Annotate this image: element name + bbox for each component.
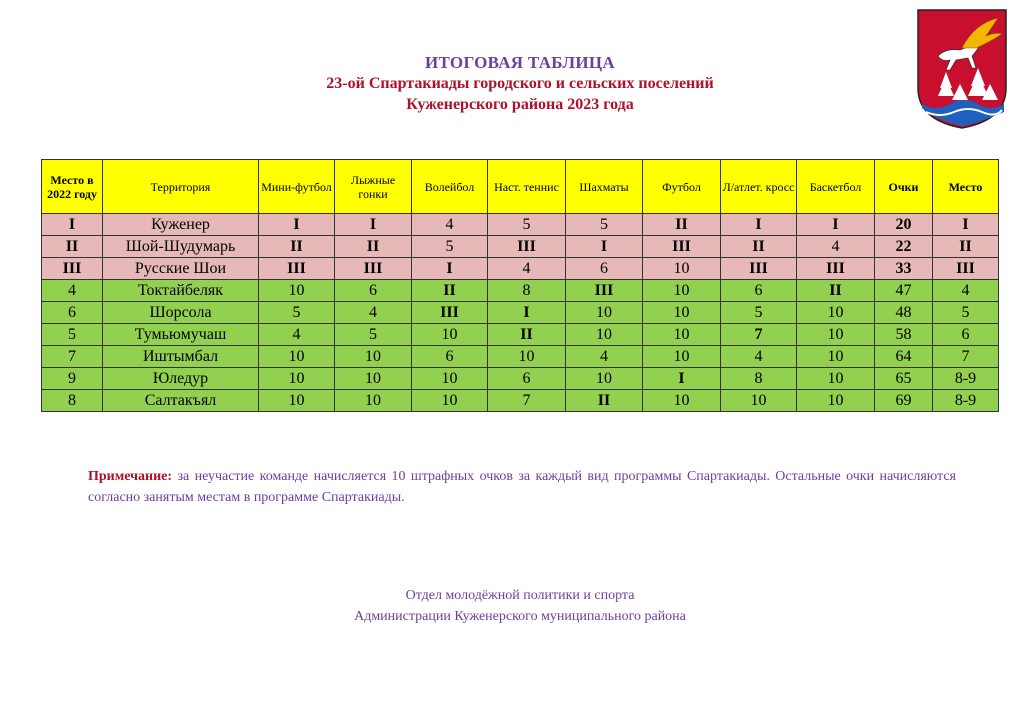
table-header-row — [42, 160, 999, 214]
cell-score: 10 — [488, 346, 566, 368]
cell-score: III — [259, 258, 335, 280]
cell-place: 8-9 — [933, 390, 999, 412]
cell-score: 6 — [566, 258, 643, 280]
cell-territory: Юледур — [103, 368, 259, 390]
cell-score: 10 — [721, 390, 797, 412]
cell-score: III — [488, 236, 566, 258]
coat-of-arms-icon — [916, 8, 1008, 130]
cell-score: 6 — [335, 280, 412, 302]
cell-score: 10 — [797, 368, 875, 390]
col-header-football: Футбол — [643, 160, 721, 214]
cell-place-2022: 6 — [42, 302, 103, 324]
table-row — [42, 324, 999, 346]
cell-score: 10 — [643, 280, 721, 302]
cell-score: 6 — [412, 346, 488, 368]
cell-place-2022: 5 — [42, 324, 103, 346]
col-header-mini-football: Мини-футбол — [259, 160, 335, 214]
col-header-place-2022: Место в 2022 году — [42, 160, 103, 214]
page-title: ИТОГОВАЯ ТАБЛИЦА — [424, 53, 616, 72]
cell-score: III — [721, 258, 797, 280]
cell-score: 7 — [721, 324, 797, 346]
table-row — [42, 280, 999, 302]
cell-score: 4 — [335, 302, 412, 324]
cell-place-2022: II — [42, 236, 103, 258]
cell-score: II — [566, 390, 643, 412]
cell-score: 10 — [259, 368, 335, 390]
cell-score: 10 — [412, 368, 488, 390]
cell-score: 10 — [412, 324, 488, 346]
col-header-athletics-cross: Л/атлет. кросс — [721, 160, 797, 214]
cell-score: 10 — [259, 346, 335, 368]
page-subtitle-2: Куженерского района 2023 года — [406, 96, 634, 113]
cell-score: 4 — [721, 346, 797, 368]
cell-score: I — [797, 214, 875, 236]
cell-score: I — [259, 214, 335, 236]
cell-score: 10 — [643, 302, 721, 324]
col-header-place: Место — [933, 160, 999, 214]
cell-place: I — [933, 214, 999, 236]
cell-score: II — [488, 324, 566, 346]
cell-place: 7 — [933, 346, 999, 368]
cell-place-2022: 8 — [42, 390, 103, 412]
cell-score: I — [566, 236, 643, 258]
cell-score: 10 — [566, 324, 643, 346]
cell-score: I — [643, 368, 721, 390]
cell-score: 10 — [643, 324, 721, 346]
cell-score: 6 — [488, 368, 566, 390]
col-header-points: Очки — [875, 160, 933, 214]
cell-points: 20 — [875, 214, 933, 236]
table-row — [42, 346, 999, 368]
cell-score: 10 — [335, 346, 412, 368]
cell-score: 10 — [797, 302, 875, 324]
cell-score: II — [721, 236, 797, 258]
note-text: за неучастие команде начисляется 10 штрафных очков за каждый вид программы Спартакиады. Остальные очки начисляются согласно занятым местам в программе Спартакиады. — [88, 469, 956, 505]
table-row — [42, 390, 999, 412]
cell-points: 69 — [875, 390, 933, 412]
cell-score: 10 — [335, 368, 412, 390]
cell-territory: Шой-Шудумарь — [103, 236, 259, 258]
cell-territory: Иштымбал — [103, 346, 259, 368]
cell-score: 10 — [643, 258, 721, 280]
cell-place: III — [933, 258, 999, 280]
cell-score: 10 — [566, 302, 643, 324]
cell-score: 4 — [412, 214, 488, 236]
col-header-chess: Шахматы — [566, 160, 643, 214]
footer-department: Отдел молодёжной политики и спорта — [405, 588, 635, 603]
cell-points: 58 — [875, 324, 933, 346]
cell-place: II — [933, 236, 999, 258]
cell-score: 8 — [721, 368, 797, 390]
cell-score: 5 — [335, 324, 412, 346]
cell-place-2022: 4 — [42, 280, 103, 302]
cell-score: 4 — [797, 236, 875, 258]
note-label: Примечание: — [88, 469, 173, 484]
cell-score: 6 — [721, 280, 797, 302]
cell-score: 10 — [797, 346, 875, 368]
cell-score: 10 — [412, 390, 488, 412]
cell-score: II — [259, 236, 335, 258]
title-block — [200, 52, 840, 115]
col-header-volleyball: Волейбол — [412, 160, 488, 214]
cell-score: II — [412, 280, 488, 302]
cell-territory: Тумьюмучаш — [103, 324, 259, 346]
cell-territory: Токтайбеляк — [103, 280, 259, 302]
cell-score: II — [643, 214, 721, 236]
cell-score: 5 — [259, 302, 335, 324]
col-header-table-tennis: Наст. теннис — [488, 160, 566, 214]
cell-score: I — [488, 302, 566, 324]
cell-score: 5 — [412, 236, 488, 258]
cell-score: 5 — [566, 214, 643, 236]
cell-score: III — [566, 280, 643, 302]
col-header-territory: Территория — [103, 160, 259, 214]
cell-score: 10 — [335, 390, 412, 412]
cell-score: 10 — [643, 346, 721, 368]
cell-points: 65 — [875, 368, 933, 390]
cell-score: 4 — [259, 324, 335, 346]
col-header-basketball: Баскетбол — [797, 160, 875, 214]
cell-place-2022: 9 — [42, 368, 103, 390]
cell-place: 4 — [933, 280, 999, 302]
cell-score: III — [412, 302, 488, 324]
cell-place-2022: I — [42, 214, 103, 236]
col-header-ski-race: Лыжные гонки — [335, 160, 412, 214]
cell-score: 4 — [488, 258, 566, 280]
cell-points: 47 — [875, 280, 933, 302]
cell-score: 10 — [566, 368, 643, 390]
cell-place-2022: 7 — [42, 346, 103, 368]
cell-score: III — [797, 258, 875, 280]
footer-administration: Администрации Куженерского муниципального района — [354, 609, 686, 624]
cell-territory: Салтакъял — [103, 390, 259, 412]
cell-score: I — [412, 258, 488, 280]
cell-score: III — [643, 236, 721, 258]
note-paragraph — [88, 466, 956, 508]
cell-place: 6 — [933, 324, 999, 346]
cell-territory: Русские Шои — [103, 258, 259, 280]
table-row — [42, 368, 999, 390]
results-table — [41, 159, 999, 412]
cell-points: 22 — [875, 236, 933, 258]
cell-territory: Шорсола — [103, 302, 259, 324]
cell-score: 10 — [259, 390, 335, 412]
cell-territory: Куженер — [103, 214, 259, 236]
table-row — [42, 302, 999, 324]
cell-score: II — [335, 236, 412, 258]
cell-score: 8 — [488, 280, 566, 302]
cell-points: 33 — [875, 258, 933, 280]
cell-score: 5 — [721, 302, 797, 324]
page-subtitle: 23-ой Спартакиады городского и сельских поселений — [326, 75, 714, 92]
footer — [200, 585, 840, 627]
cell-score: 4 — [566, 346, 643, 368]
cell-points: 48 — [875, 302, 933, 324]
cell-score: II — [797, 280, 875, 302]
table-row — [42, 258, 999, 280]
cell-score: 10 — [259, 280, 335, 302]
cell-score: 5 — [488, 214, 566, 236]
cell-place: 8-9 — [933, 368, 999, 390]
cell-score: I — [721, 214, 797, 236]
cell-score: 7 — [488, 390, 566, 412]
table-row — [42, 214, 999, 236]
cell-score: I — [335, 214, 412, 236]
cell-score: III — [335, 258, 412, 280]
table-row — [42, 236, 999, 258]
cell-place: 5 — [933, 302, 999, 324]
cell-score: 10 — [643, 390, 721, 412]
cell-place-2022: III — [42, 258, 103, 280]
cell-points: 64 — [875, 346, 933, 368]
cell-score: 10 — [797, 390, 875, 412]
cell-score: 10 — [797, 324, 875, 346]
